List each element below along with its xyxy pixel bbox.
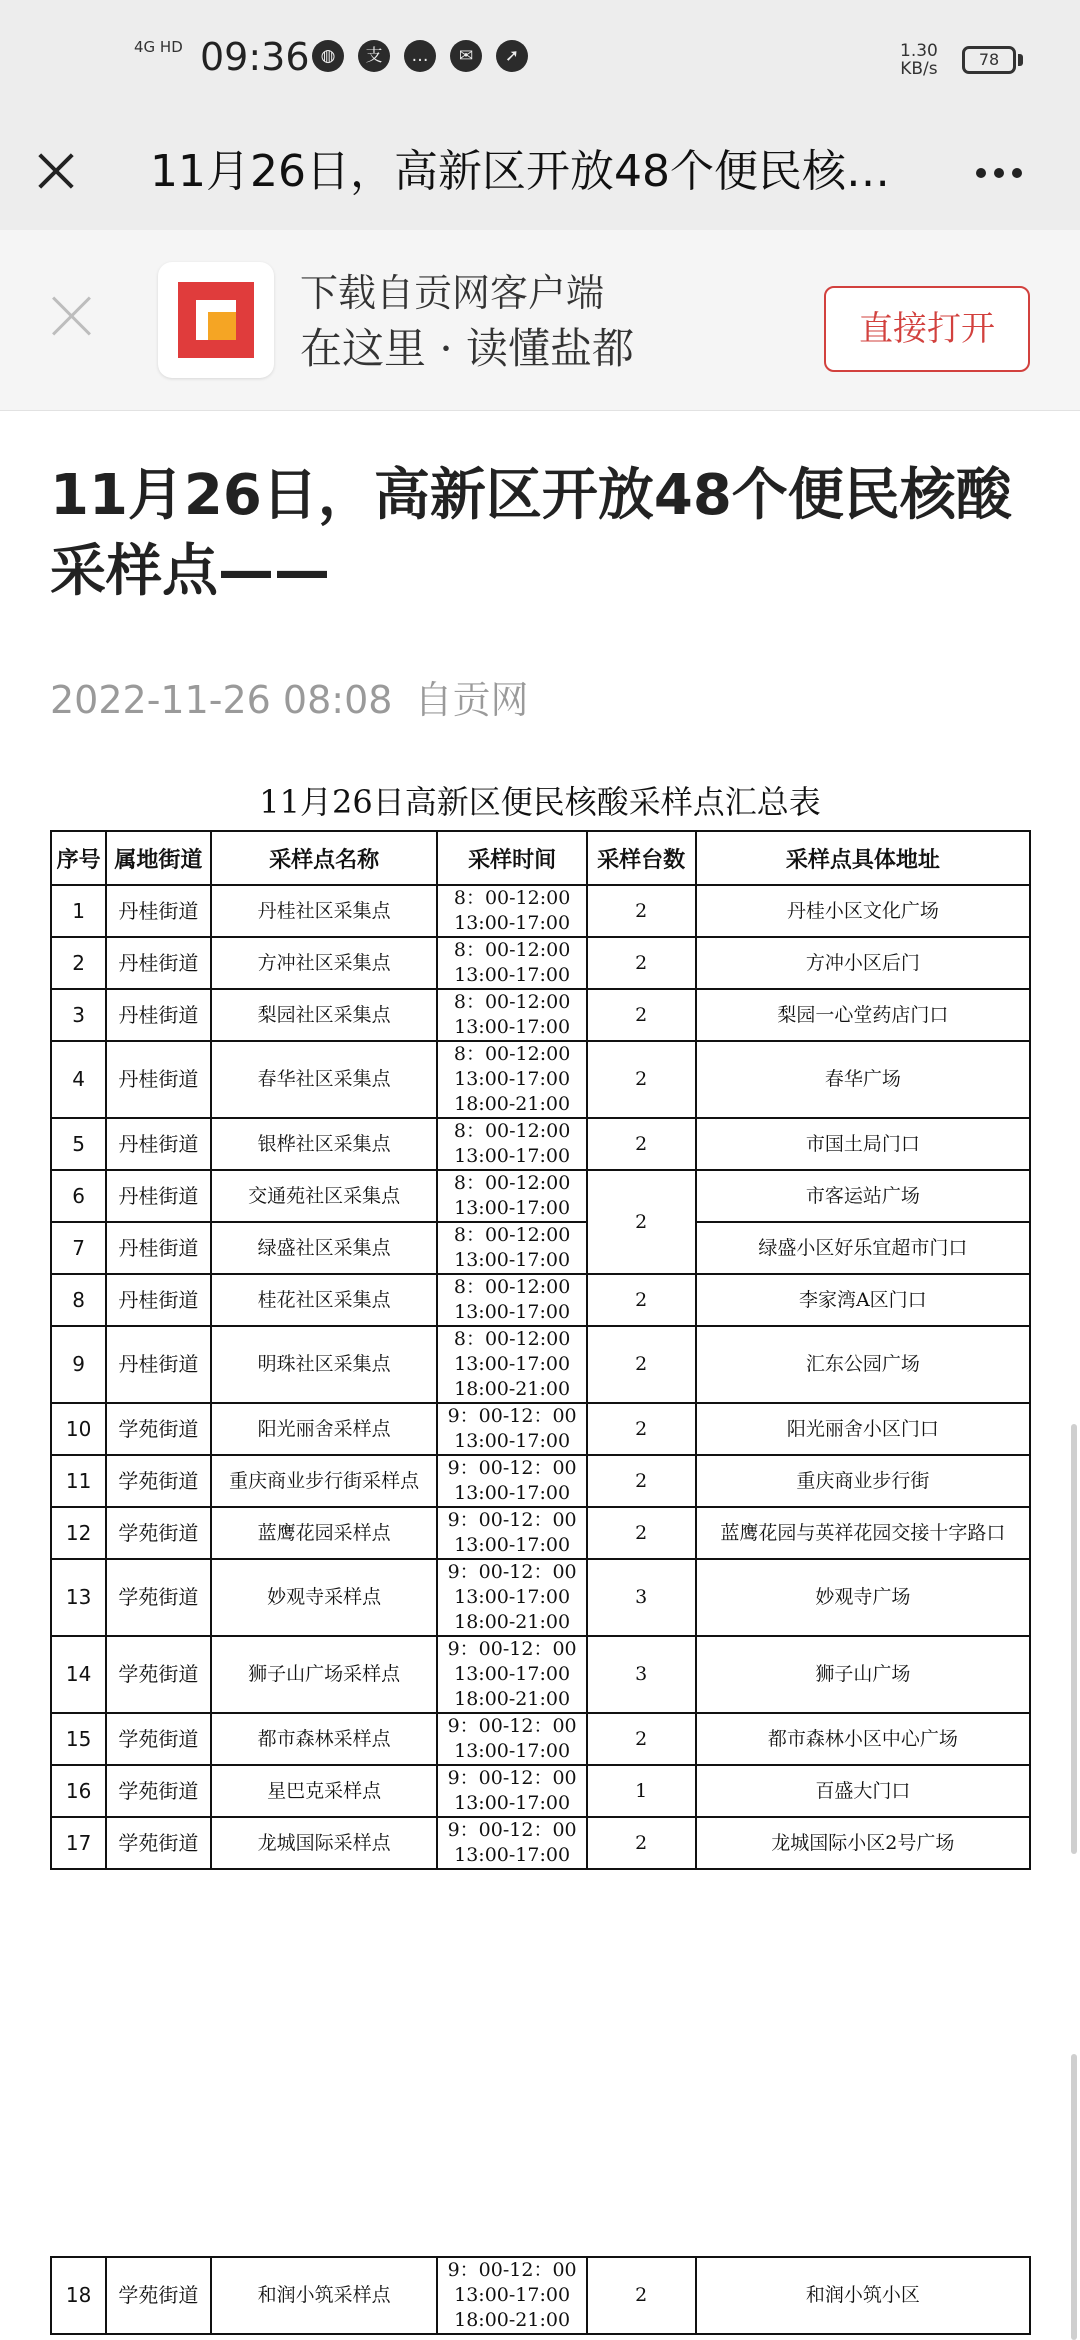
cell-time xyxy=(437,1222,586,1274)
time-slot: 13:00-17:00 xyxy=(454,1249,571,1271)
cell-time xyxy=(437,1636,586,1713)
table-row xyxy=(51,1765,1030,1817)
cell-address: 市国土局门口 xyxy=(696,1118,1030,1170)
cell-street: 学苑街道 xyxy=(106,1403,210,1455)
cell-time xyxy=(437,1118,586,1170)
header-count: 采样台数 xyxy=(587,831,696,885)
cell-time xyxy=(437,1559,586,1636)
table-title: 11月26日高新区便民核酸采样点汇总表 xyxy=(259,783,821,821)
time-slot: 8：00-12:00 xyxy=(453,1328,571,1350)
cell-no: 10 xyxy=(51,1403,106,1455)
article-title: 11月26日，高新区开放48个便民核酸采样点—— xyxy=(50,463,1012,604)
table-row xyxy=(51,1274,1030,1326)
table-row xyxy=(51,1713,1030,1765)
cell-count: 2 xyxy=(587,1326,696,1403)
cell-address: 都市森林小区中心广场 xyxy=(696,1713,1030,1765)
cell-count: 3 xyxy=(587,1559,696,1636)
cell-time xyxy=(437,885,586,937)
network-speed xyxy=(900,42,938,78)
cell-street: 学苑街道 xyxy=(106,1636,210,1713)
cell-street: 丹桂街道 xyxy=(106,1041,210,1118)
cell-count: 2 xyxy=(587,1713,696,1765)
time-slot: 18:00-21:00 xyxy=(454,1611,571,1633)
cell-name: 蓝鹰花园采样点 xyxy=(211,1507,438,1559)
cell-count: 2 xyxy=(587,1274,696,1326)
speed-value: 1.30 xyxy=(900,41,938,61)
cell-count: 2 xyxy=(587,1507,696,1559)
cell-time xyxy=(437,1041,586,1118)
cell-time xyxy=(437,1507,586,1559)
time-slot: 13:00-17:00 xyxy=(454,1844,571,1866)
time-slot: 8：00-12:00 xyxy=(453,939,571,961)
time-slot: 18:00-21:00 xyxy=(454,2309,571,2331)
cell-time xyxy=(437,2257,586,2334)
cell-time xyxy=(437,1170,586,1222)
scrollbar[interactable] xyxy=(1071,1424,1077,1854)
cell-address: 汇东公园广场 xyxy=(696,1326,1030,1403)
time-slot: 8：00-12:00 xyxy=(453,887,571,909)
cell-count: 2 xyxy=(587,2257,696,2334)
cell-street: 学苑街道 xyxy=(106,1765,210,1817)
title-bar xyxy=(0,118,1080,230)
cell-time xyxy=(437,1713,586,1765)
cell-street: 丹桂街道 xyxy=(106,885,210,937)
cell-name: 交通苑社区采集点 xyxy=(211,1170,438,1222)
time-slot: 8：00-12:00 xyxy=(453,1276,571,1298)
time-slot: 8：00-12:00 xyxy=(453,1120,571,1142)
cell-address: 蓝鹰花园与英祥花园交接十字路口 xyxy=(696,1507,1030,1559)
cell-no: 12 xyxy=(51,1507,106,1559)
cell-no: 8 xyxy=(51,1274,106,1326)
banner-slogan: 在这里 · 读懂盐都 xyxy=(300,324,635,373)
cell-street: 丹桂街道 xyxy=(106,937,210,989)
cell-no: 15 xyxy=(51,1713,106,1765)
cell-street: 丹桂街道 xyxy=(106,1170,210,1222)
notification-icons xyxy=(312,40,528,72)
cell-name: 绿盛社区采集点 xyxy=(211,1222,438,1274)
cell-street: 学苑街道 xyxy=(106,1455,210,1507)
cell-count: 2 xyxy=(587,1403,696,1455)
time-slot: 13:00-17:00 xyxy=(454,1586,571,1608)
cell-no: 6 xyxy=(51,1170,106,1222)
more-options-icon[interactable] xyxy=(976,158,1036,188)
wechat-icon: ◍ xyxy=(312,40,344,72)
time-slot: 18:00-21:00 xyxy=(454,1093,571,1115)
time-slot: 9：00-12：00 xyxy=(447,1819,577,1841)
table-row xyxy=(51,989,1030,1041)
table-row xyxy=(51,2257,1030,2334)
cell-street: 学苑街道 xyxy=(106,1817,210,1869)
table-row xyxy=(51,1222,1030,1274)
time-slot: 13:00-17:00 xyxy=(454,1016,571,1038)
cell-time xyxy=(437,1765,586,1817)
cell-street: 学苑街道 xyxy=(106,1559,210,1636)
cell-count: 2 xyxy=(587,885,696,937)
table-header-row xyxy=(51,831,1030,885)
table-row xyxy=(51,1118,1030,1170)
cell-name: 丹桂社区采集点 xyxy=(211,885,438,937)
table-row xyxy=(51,1041,1030,1118)
cell-count: 2 xyxy=(587,989,696,1041)
cell-address: 方冲小区后门 xyxy=(696,937,1030,989)
page-title: 11月26日，高新区开放48个便民核… xyxy=(150,146,890,197)
header-address: 采样点具体地址 xyxy=(696,831,1030,885)
cell-street: 丹桂街道 xyxy=(106,989,210,1041)
app-download-banner xyxy=(0,230,1080,411)
cell-name: 阳光丽舍采样点 xyxy=(211,1403,438,1455)
mail-icon: ✉ xyxy=(450,40,482,72)
time-slot: 13:00-17:00 xyxy=(454,1068,571,1090)
article-meta xyxy=(50,676,528,724)
cell-name: 银桦社区采集点 xyxy=(211,1118,438,1170)
cell-time xyxy=(437,1403,586,1455)
cell-no: 16 xyxy=(51,1765,106,1817)
table-row xyxy=(51,1636,1030,1713)
cell-count: 2 xyxy=(587,1041,696,1118)
speed-unit: KB/s xyxy=(900,59,938,79)
header-no: 序号 xyxy=(51,831,106,885)
open-app-button[interactable]: 直接打开 xyxy=(824,286,1030,372)
cell-address: 百盛大门口 xyxy=(696,1765,1030,1817)
cell-street: 丹桂街道 xyxy=(106,1222,210,1274)
cell-time xyxy=(437,1274,586,1326)
payment-icon: 支 xyxy=(358,40,390,72)
cell-name: 狮子山广场采样点 xyxy=(211,1636,438,1713)
time-slot: 9：00-12：00 xyxy=(447,1405,577,1427)
cell-address: 和润小筑小区 xyxy=(696,2257,1030,2334)
time-slot: 13:00-17:00 xyxy=(454,1663,571,1685)
table-row xyxy=(51,1326,1030,1403)
article-source[interactable]: 自贡网 xyxy=(414,678,529,722)
table-row xyxy=(51,1507,1030,1559)
table-body xyxy=(51,885,1030,1869)
header-name: 采样点名称 xyxy=(211,831,438,885)
battery-tip xyxy=(1018,54,1023,66)
time-slot: 13:00-17:00 xyxy=(454,2284,571,2306)
time-slot: 8：00-12:00 xyxy=(453,1172,571,1194)
table-row xyxy=(51,885,1030,937)
cell-street: 学苑街道 xyxy=(106,2257,210,2334)
cell-no: 4 xyxy=(51,1041,106,1118)
cell-name: 方冲社区采集点 xyxy=(211,937,438,989)
cell-name: 妙观寺采样点 xyxy=(211,1559,438,1636)
cell-no: 11 xyxy=(51,1455,106,1507)
cell-name: 重庆商业步行街采样点 xyxy=(211,1455,438,1507)
table-row xyxy=(51,1455,1030,1507)
time-slot: 9：00-12：00 xyxy=(447,1457,577,1479)
cell-time xyxy=(437,937,586,989)
cell-no: 14 xyxy=(51,1636,106,1713)
time-slot: 13:00-17:00 xyxy=(454,964,571,986)
time-slot: 9：00-12：00 xyxy=(447,1561,577,1583)
table-row xyxy=(51,1559,1030,1636)
cell-street: 丹桂街道 xyxy=(106,1274,210,1326)
cell-address: 妙观寺广场 xyxy=(696,1559,1030,1636)
table-row xyxy=(51,1170,1030,1222)
cell-time xyxy=(437,1326,586,1403)
cell-count: 1 xyxy=(587,1765,696,1817)
cell-name: 春华社区采集点 xyxy=(211,1041,438,1118)
close-icon[interactable] xyxy=(28,144,84,200)
time-slot: 8：00-12:00 xyxy=(453,991,571,1013)
network-indicator: 4G HD xyxy=(134,38,183,56)
time-slot: 18:00-21:00 xyxy=(454,1378,571,1400)
article-date: 2022-11-26 08:08 xyxy=(50,678,393,722)
cell-count: 2 xyxy=(587,937,696,989)
time-slot: 8：00-12:00 xyxy=(453,1224,571,1246)
cell-no: 9 xyxy=(51,1326,106,1403)
time-slot: 13:00-17:00 xyxy=(454,1301,571,1323)
sampling-points-table-continued xyxy=(50,2256,1031,2335)
cell-street: 丹桂街道 xyxy=(106,1118,210,1170)
time-slot: 13:00-17:00 xyxy=(454,1534,571,1556)
compass-icon: ➚ xyxy=(496,40,528,72)
header-street: 属地街道 xyxy=(106,831,210,885)
cell-name: 都市森林采样点 xyxy=(211,1713,438,1765)
time-slot: 9：00-12：00 xyxy=(447,1715,577,1737)
status-time: 09:36 xyxy=(200,35,310,79)
table-row xyxy=(51,1817,1030,1869)
cell-address: 龙城国际小区2号广场 xyxy=(696,1817,1030,1869)
time-slot: 18:00-21:00 xyxy=(454,1688,571,1710)
time-slot: 13:00-17:00 xyxy=(454,1482,571,1504)
cell-name: 桂花社区采集点 xyxy=(211,1274,438,1326)
time-slot: 13:00-17:00 xyxy=(454,1430,571,1452)
cell-address: 李家湾A区门口 xyxy=(696,1274,1030,1326)
time-slot: 9：00-12：00 xyxy=(447,1767,577,1789)
cell-address: 市客运站广场 xyxy=(696,1170,1030,1222)
time-slot: 13:00-17:00 xyxy=(454,1792,571,1814)
cell-name: 和润小筑采样点 xyxy=(211,2257,438,2334)
cell-address: 春华广场 xyxy=(696,1041,1030,1118)
message-icon: … xyxy=(404,40,436,72)
cell-address: 丹桂小区文化广场 xyxy=(696,885,1030,937)
time-slot: 9：00-12：00 xyxy=(447,1638,577,1660)
cell-count: 3 xyxy=(587,1636,696,1713)
banner-headline: 下载自贡网客户端 xyxy=(300,271,605,315)
table-row xyxy=(51,1403,1030,1455)
cell-count: 2 xyxy=(587,1170,696,1274)
cell-name: 龙城国际采样点 xyxy=(211,1817,438,1869)
table-row xyxy=(51,937,1030,989)
time-slot: 9：00-12：00 xyxy=(447,2259,577,2281)
cell-no: 3 xyxy=(51,989,106,1041)
cell-name: 明珠社区采集点 xyxy=(211,1326,438,1403)
time-slot: 13:00-17:00 xyxy=(454,1353,571,1375)
banner-close-icon[interactable] xyxy=(44,288,100,344)
cell-address: 绿盛小区好乐宜超市门口 xyxy=(696,1222,1030,1274)
cell-time xyxy=(437,1817,586,1869)
cell-time xyxy=(437,989,586,1041)
cell-no: 18 xyxy=(51,2257,106,2334)
cell-count: 2 xyxy=(587,1118,696,1170)
cell-count: 2 xyxy=(587,1455,696,1507)
sampling-points-table xyxy=(50,830,1031,1870)
battery-level: 78 xyxy=(978,50,1000,69)
time-slot: 13:00-17:00 xyxy=(454,1197,571,1219)
cell-street: 学苑街道 xyxy=(106,1507,210,1559)
time-slot: 13:00-17:00 xyxy=(454,912,571,934)
cell-address: 重庆商业步行街 xyxy=(696,1455,1030,1507)
cell-no: 7 xyxy=(51,1222,106,1274)
cell-time xyxy=(437,1455,586,1507)
cell-no: 17 xyxy=(51,1817,106,1869)
header-time: 采样时间 xyxy=(437,831,586,885)
time-slot: 8：00-12:00 xyxy=(453,1043,571,1065)
cell-street: 丹桂街道 xyxy=(106,1326,210,1403)
scrollbar-lower[interactable] xyxy=(1071,2054,1077,2340)
cell-no: 1 xyxy=(51,885,106,937)
cell-street: 学苑街道 xyxy=(106,1713,210,1765)
cell-no: 5 xyxy=(51,1118,106,1170)
cell-address: 阳光丽舍小区门口 xyxy=(696,1403,1030,1455)
cell-no: 13 xyxy=(51,1559,106,1636)
time-slot: 9：00-12：00 xyxy=(447,1509,577,1531)
cell-address: 梨园一心堂药店门口 xyxy=(696,989,1030,1041)
cell-name: 星巴克采样点 xyxy=(211,1765,438,1817)
time-slot: 13:00-17:00 xyxy=(454,1145,571,1167)
cell-address: 狮子山广场 xyxy=(696,1636,1030,1713)
table-body-continued xyxy=(51,2257,1030,2334)
cell-name: 梨园社区采集点 xyxy=(211,989,438,1041)
time-slot: 13:00-17:00 xyxy=(454,1740,571,1762)
cell-no: 2 xyxy=(51,937,106,989)
app-logo xyxy=(158,262,274,378)
battery-icon xyxy=(962,46,1016,74)
cell-count: 2 xyxy=(587,1817,696,1869)
status-bar xyxy=(0,0,1080,118)
